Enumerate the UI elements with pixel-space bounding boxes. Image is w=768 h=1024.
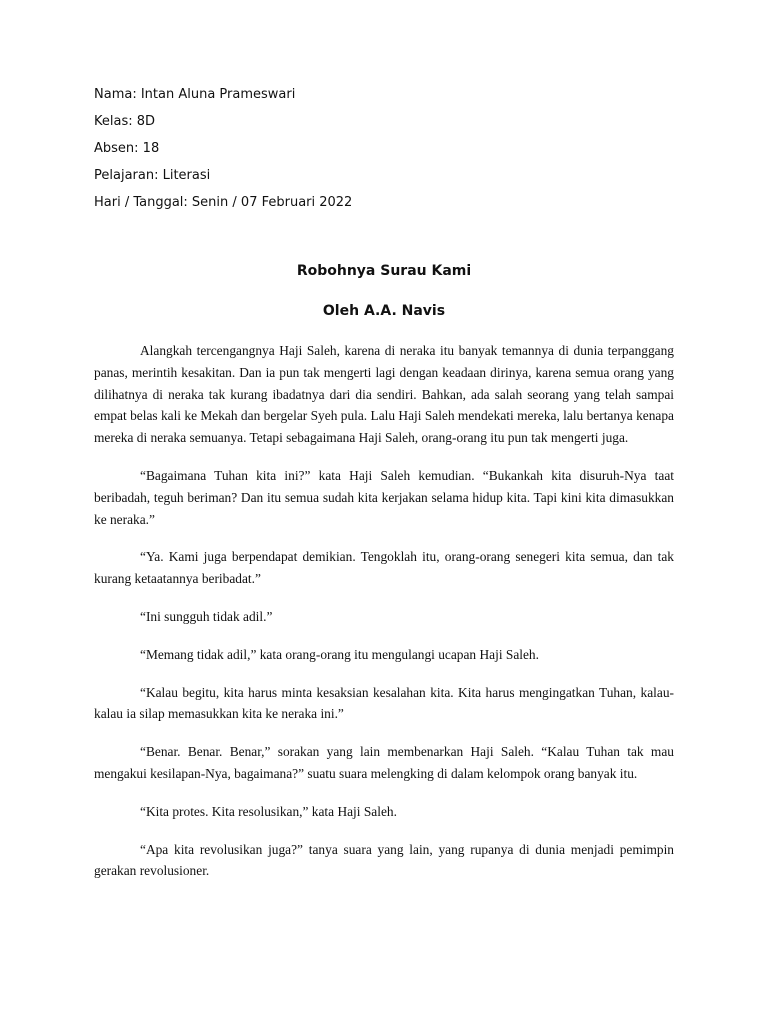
story-heading bbox=[94, 261, 674, 321]
story-title: Robohnya Surau Kami bbox=[296, 263, 472, 279]
paragraph: “Ini sungguh tidak adil.” bbox=[140, 608, 273, 624]
story-body bbox=[94, 340, 674, 898]
student-info bbox=[94, 86, 674, 221]
student-attendance-number: Absen: 18 bbox=[94, 141, 160, 156]
paragraph: “Benar. Benar. Benar,” sorakan yang lain membenarkan Haji Saleh. “Kalau Tuhan tak mau mengakui kesilapan-Nya, bagaimana?” suatu suara melengking di dalam kelompok orang banyak itu. bbox=[94, 744, 674, 781]
story-author: Oleh A.A. Navis bbox=[322, 303, 446, 319]
student-class: Kelas: 8D bbox=[94, 114, 156, 129]
subject: Pelajaran: Literasi bbox=[94, 168, 211, 183]
paragraph: “Memang tidak adil,” kata orang-orang itu mengulangi ucapan Haji Saleh. bbox=[140, 646, 539, 662]
student-name: Nama: Intan Aluna Prameswari bbox=[94, 87, 296, 102]
paragraph: “Kita protes. Kita resolusikan,” kata Haji Saleh. bbox=[140, 803, 397, 819]
paragraph: “Kalau begitu, kita harus minta kesaksian kesalahan kita. Kita harus mengingatkan Tuhan, kalau-kalau ia silap memasukkan kita ke neraka ini.” bbox=[94, 684, 674, 722]
paragraph: “Bagaimana Tuhan kita ini?” kata Haji Saleh kemudian. “Bukankah kita disuruh-Nya taat beribadah, teguh beriman? Dan itu semua sudah kita kerjakan selama hidup kita. Tapi kini kita dimasukkan ke neraka.” bbox=[94, 467, 674, 527]
paragraph: “Ya. Kami juga berpendapat demikian. Tengoklah itu, orang-orang senegeri kita semua, dan tak kurang ketaatannya beribadat.” bbox=[94, 549, 674, 587]
paragraph: Alangkah tercengangnya Haji Saleh, karena di neraka itu banyak temannya di dunia terpanggang panas, merintih kesakitan. Dan ia pun tak mengerti lagi dengan keadaan dirinya, karena semua orang yang dilihatnya di neraka tak kurang ibadatnya dari dia sendiri. Bahkan, ada salah seorang yang telah sampai empat belas kali ke Mekah dan bergelar Syeh pula. Lalu Haji Saleh mendekati mereka, lalu bertanya kenapa mereka di neraka semuanya. Tetapi sebagaimana Haji Saleh, orang-orang itu pun tak mengerti juga. bbox=[94, 343, 674, 446]
paragraph: “Apa kita revolusikan juga?” tanya suara yang lain, yang rupanya di dunia menjadi pemimpin gerakan revolusioner. bbox=[94, 841, 674, 879]
day-date: Hari / Tanggal: Senin / 07 Februari 2022 bbox=[94, 195, 353, 210]
